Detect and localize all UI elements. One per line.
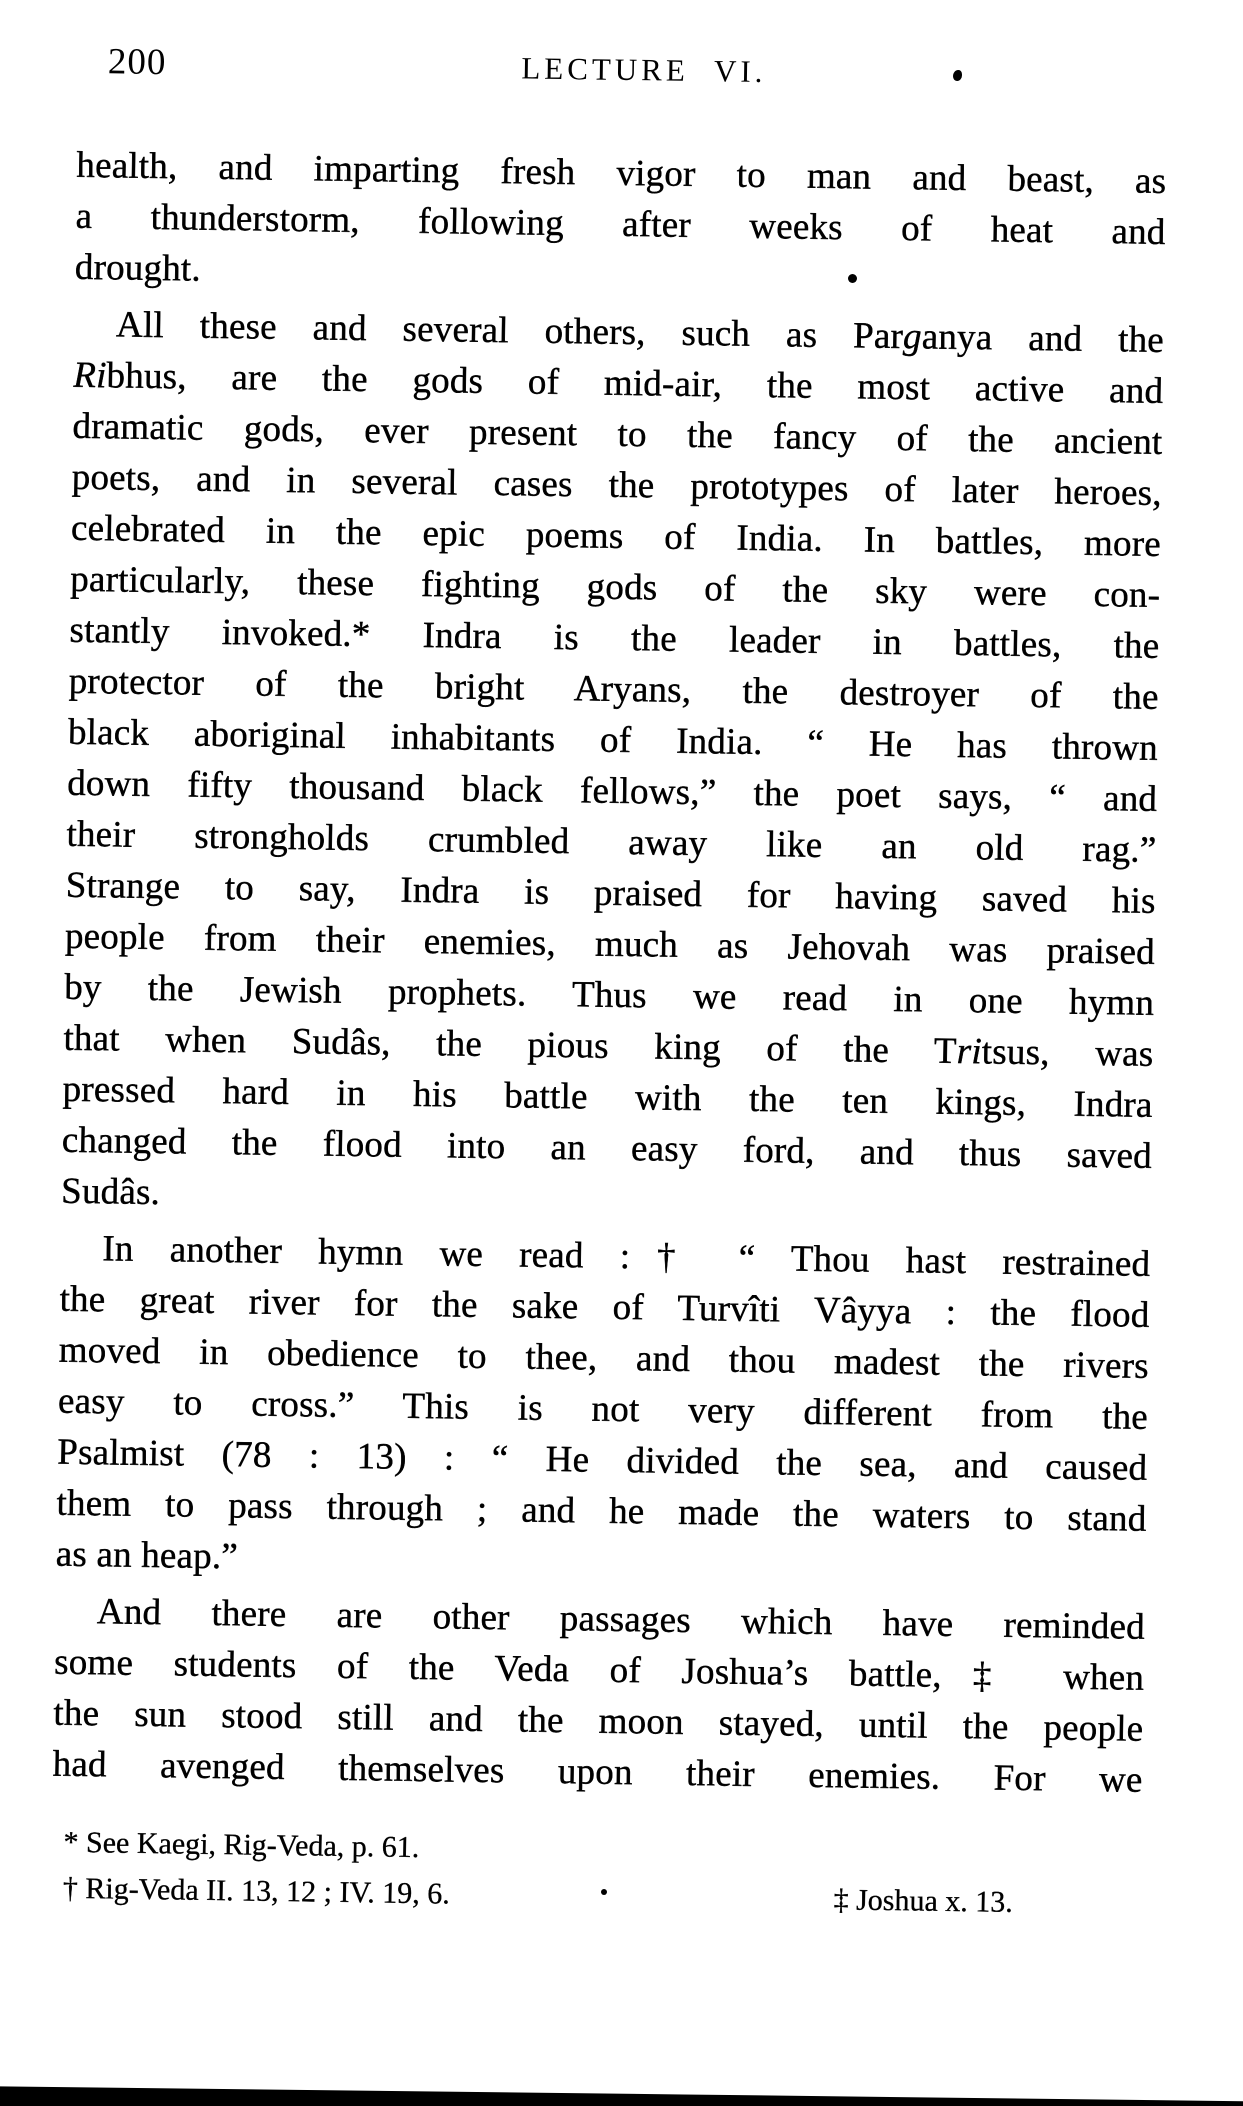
- text-line: drought.: [74, 246, 202, 290]
- running-head: LECTURE VI.: [521, 50, 767, 90]
- text-line: their strongholds crumbled away like an old rag.”: [66, 813, 1157, 871]
- text-line: protector of the bright Aryans, the destroyer of the: [68, 660, 1159, 718]
- text-line: Sudâs.: [60, 1170, 161, 1214]
- paragraph: [55, 1223, 1150, 1596]
- text-line: that when Sudâs, the pious king of the Tritsus, was: [63, 1017, 1154, 1075]
- text-line: Psalmist (78 : 13) : “ He divided the sea, and caused: [57, 1431, 1148, 1489]
- footnote: * See Kaegi, Rig-Veda, p. 61.: [63, 1825, 420, 1865]
- text-line: as an heap.”: [55, 1533, 239, 1578]
- text-line: stantly invoked.* Indra is the leader in battles, the: [69, 609, 1160, 667]
- text-line: In another hymn we read :† “ Thou hast restrained: [102, 1228, 1151, 1285]
- text-line: them to pass through ; and he made the waters to stand: [56, 1482, 1147, 1540]
- text-line: changed the flood into an easy ford, and thus saved: [61, 1119, 1153, 1177]
- text-line: celebrated in the epic poems of India. In battles, more: [70, 507, 1162, 565]
- text-line: particularly, these fighting gods of the sky were con-: [69, 558, 1161, 616]
- text-line: by the Jewish prophets. Thus we read in one hymn: [63, 966, 1155, 1024]
- footnote: ‡ Joshua x. 13.: [833, 1883, 1014, 1919]
- page-header: [78, 40, 1169, 98]
- footnotes: [63, 1820, 1142, 1928]
- page-number: 200: [107, 41, 167, 84]
- text-line: some students of the Veda of Joshua’s battle,‡ when: [53, 1641, 1145, 1699]
- paragraph: [75, 140, 1167, 309]
- text-line: black aboriginal inhabitants of India. “ He has thrown: [67, 711, 1159, 769]
- text-line: pressed hard in his battle with the ten kings, Indra: [62, 1068, 1153, 1126]
- text-line: poets, and in several cases the prototypes of later heroes,: [71, 456, 1162, 514]
- text-line: the sun stood still and the moon stayed, until the people: [53, 1692, 1144, 1750]
- text-line: easy to cross.” This is not very different from the: [57, 1380, 1149, 1438]
- text-line: Strange to say, Indra is praised for having saved his: [65, 864, 1156, 922]
- body-text: [52, 140, 1166, 1806]
- text-line: Ribhus, are the gods of mid-air, the most active and: [73, 354, 1164, 412]
- text-line: people from their enemies, much as Jehovah was praised: [64, 915, 1156, 973]
- text-line: down fifty thousand black fellows,” the poet says, “ and: [66, 762, 1158, 820]
- text-line: All these and several others, such as Parganya and the: [115, 304, 1165, 361]
- text-line: And there are other passages which have reminded: [96, 1591, 1146, 1648]
- paragraph: [61, 299, 1164, 1233]
- text-line: the great river for the sake of Turvîti Vâyya : the flood: [59, 1278, 1150, 1336]
- scan-speck: [601, 1889, 607, 1895]
- text-line: had avenged themselves upon their enemies. For we: [52, 1743, 1143, 1801]
- scan-speck: [848, 274, 857, 283]
- text-line: a thunderstorm, following after weeks of heat and: [75, 195, 1166, 253]
- text-line: health, and imparting fresh vigor to man and beast, as: [76, 144, 1167, 202]
- text-line: moved in obedience to thee, and thou madest the rivers: [58, 1329, 1150, 1387]
- text-line: dramatic gods, ever present to the fancy of the ancient: [72, 405, 1163, 463]
- footnote: † Rig-Veda II. 13, 12 ; IV. 19, 6.: [62, 1871, 450, 1911]
- paragraph: [52, 1586, 1145, 1806]
